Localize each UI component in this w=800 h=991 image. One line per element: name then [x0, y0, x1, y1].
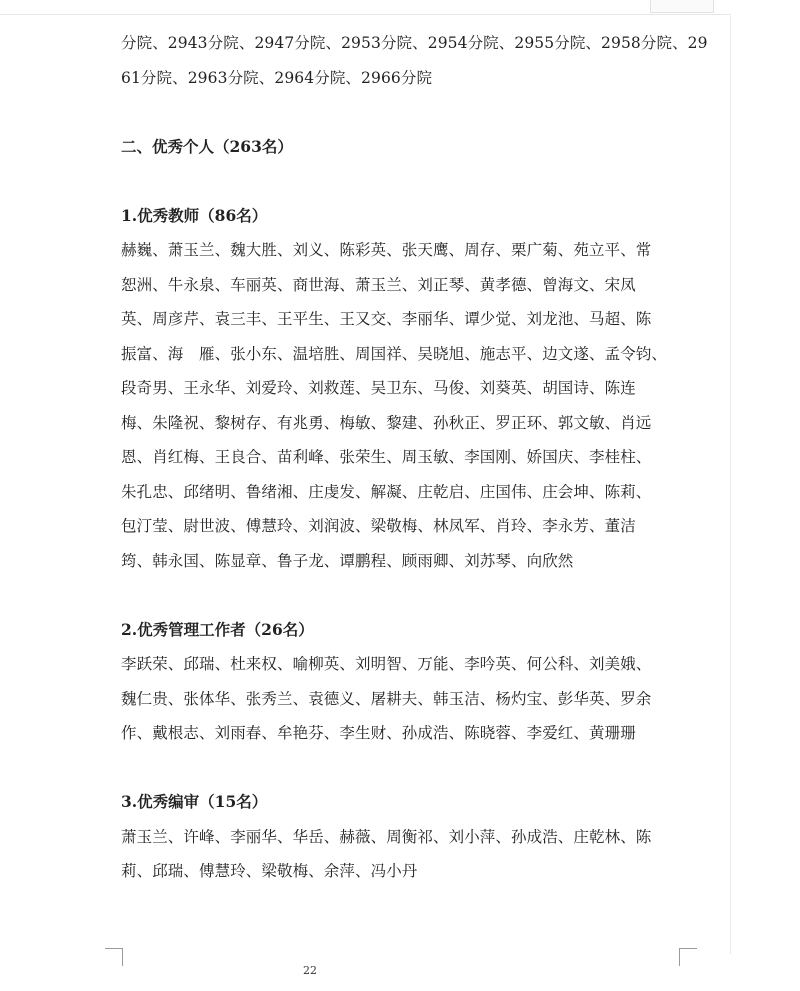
name-list-line: 筠、韩永国、陈显章、鲁子龙、谭鹏程、顾雨卿、刘苏琴、向欣然 — [121, 551, 574, 570]
document-body — [121, 26, 708, 889]
name-list-line: 英、周彦芹、袁三丰、王平生、王又交、李丽华、谭少觉、刘龙池、马超、陈 — [121, 310, 652, 328]
previous-page-tab — [650, 0, 714, 13]
name-list-line: 恕洲、牛永泉、车丽英、商世海、萧玉兰、刘正琴、黄孝德、曾海文、宋凤 — [121, 275, 636, 294]
name-list-line: 梅、朱隆祝、黎树存、有兆勇、梅敏、黎建、孙秋正、罗正环、郭文敏、肖远 — [121, 413, 652, 432]
name-list-line: 作、戴根志、刘雨春、牟艳芬、李生财、孙成浩、陈晓蓉、李爱红、黄珊珊 — [121, 724, 636, 742]
name-list-line: 赫巍、萧玉兰、魏大胜、刘义、陈彩英、张天鹰、周存、栗广菊、苑立平、常 — [121, 241, 652, 259]
name-list-line: 段奇男、王永华、刘爱玲、刘救莲、吴卫东、马俊、刘葵英、胡国诗、陈连 — [121, 379, 636, 397]
name-list-line: 萧玉兰、许峰、李丽华、华岳、赫薇、周衡祁、刘小萍、孙成浩、庄乾林、陈 — [121, 827, 652, 846]
name-list-line: 振富、海 雁、张小东、温培胜、周国祥、吴晓旭、施志平、边文遂、孟令钧、 — [121, 344, 668, 363]
name-list-line: 魏仁贵、张体华、张秀兰、袁德义、屠耕夫、韩玉洁、杨灼宝、彭华英、罗余 — [121, 689, 652, 708]
page-number: 22 — [303, 964, 317, 977]
subsection-heading-teachers: 1.优秀教师（86名） — [121, 205, 268, 225]
body-line: 61分院、2963分院、2964分院、2966分院 — [121, 68, 433, 87]
body-line: 分院、2943分院、2947分院、2953分院、2954分院、2955分院、2958分院、29 — [121, 34, 708, 52]
name-list-line: 莉、邱瑞、傅慧玲、梁敬梅、余萍、冯小丹 — [121, 862, 418, 880]
page-top-edge — [0, 14, 730, 15]
section-heading: 二、优秀个人（263名） — [121, 136, 293, 156]
name-list-line: 包汀莹、尉世波、傅慧玲、刘润波、梁敬梅、林凤军、肖玲、李永芳、董洁 — [121, 517, 636, 535]
name-list-line: 朱孔忠、邱绪明、鲁绪湘、庄虔发、解凝、庄乾启、庄国伟、庄会坤、陈莉、 — [121, 482, 652, 501]
crop-mark-right — [679, 948, 697, 966]
name-list-line: 李跃荣、邱瑞、杜来权、喻柳英、刘明智、万能、李吟英、何公科、刘美娥、 — [121, 655, 652, 673]
page-right-edge — [730, 14, 731, 954]
name-list-line: 恩、肖红梅、王良合、苗利峰、张荣生、周玉敏、李国刚、娇国庆、李桂柱、 — [121, 448, 652, 466]
subsection-heading-editors: 3.优秀编审（15名） — [121, 792, 268, 811]
subsection-heading-managers: 2.优秀管理工作者（26名） — [121, 619, 314, 639]
